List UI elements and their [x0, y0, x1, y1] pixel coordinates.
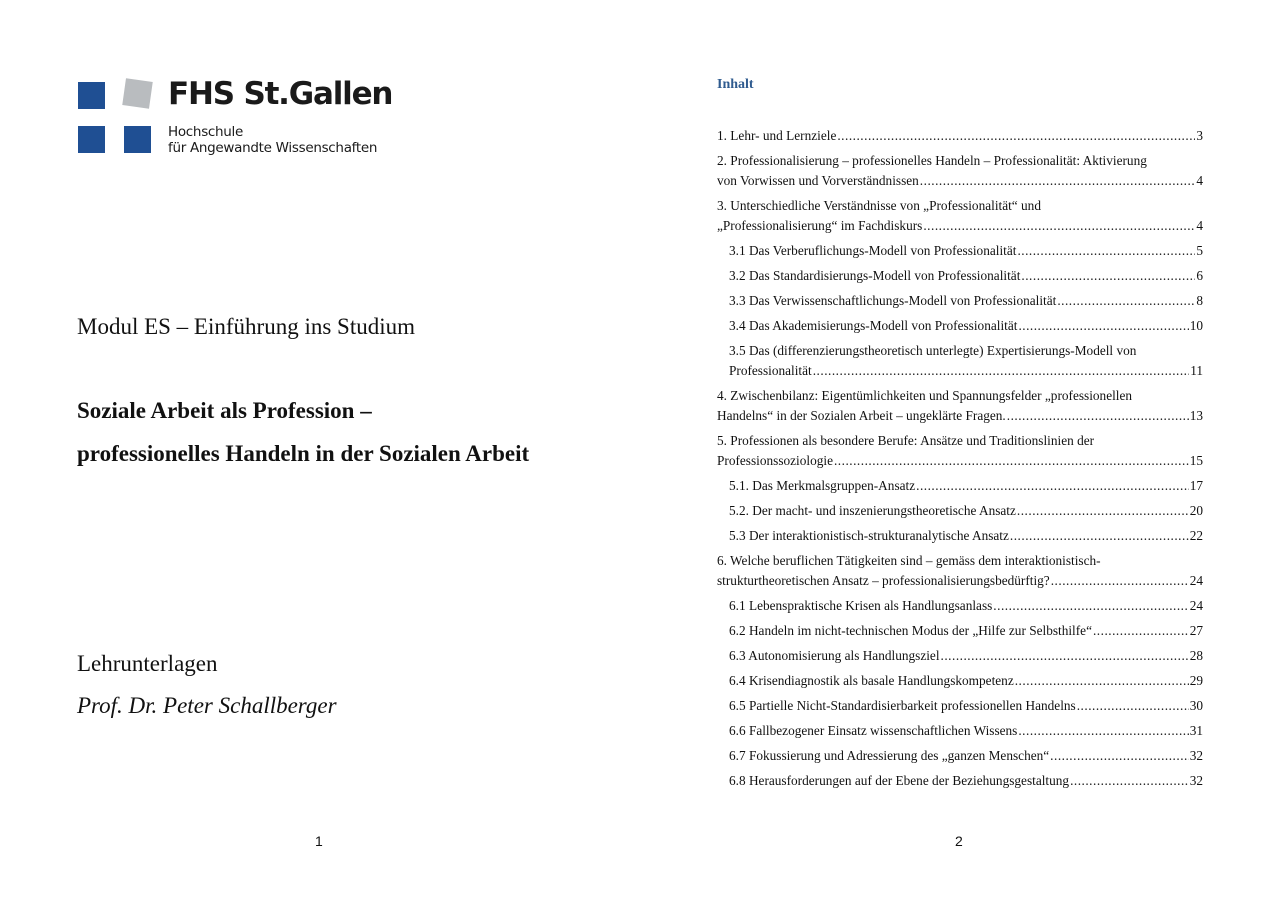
toc-entry-text: 6.4 Krisendiagnostik als basale Handlungskompetenz: [729, 673, 1014, 688]
toc-entry-text: 6.2 Handeln im nicht-technischen Modus der „Hilfe zur Selbsthilfe“: [729, 623, 1092, 638]
toc-entry-text: 5.3 Der interaktionistisch-strukturanalytische Ansatz: [729, 528, 1009, 543]
toc-entry-text: 2. Professionalisierung – professionelles Handeln – Professionalität: Aktivierung: [717, 153, 1147, 168]
toc-entry[interactable]: [717, 771, 1203, 791]
toc-entry-text: 6. Welche beruflichen Tätigkeiten sind – gemäss dem interaktionistisch-: [717, 553, 1101, 568]
fhs-logo: [78, 78, 398, 158]
logo-subtitle-line2: für Angewandte Wissenschaften: [168, 140, 378, 156]
toc-leader-dots: [813, 361, 1189, 381]
toc-entry-text: 5. Professionen als besondere Berufe: Ansätze und Traditionslinien der: [717, 433, 1095, 448]
toc-entry[interactable]: [717, 501, 1203, 521]
toc-page-number: 28: [1189, 648, 1203, 663]
toc-leader-dots: [834, 451, 1189, 471]
logo-square-icon: [78, 82, 105, 109]
document-title-line1: Soziale Arbeit als Profession –: [77, 398, 372, 423]
toc-entry[interactable]: [717, 266, 1203, 286]
toc-page-number: 4: [1196, 218, 1203, 233]
toc-leader-dots: [993, 596, 1188, 616]
toc-entry[interactable]: [717, 746, 1203, 766]
toc-entry-text: 3.1 Das Verberuflichungs-Modell von Professionalität: [729, 243, 1017, 258]
toc-entry[interactable]: [717, 291, 1203, 311]
toc-page-number: 32: [1189, 773, 1203, 788]
toc-entry-text: 3.5 Das (differenzierungstheoretisch unterlegte) Expertisierungs-Modell von: [729, 343, 1137, 358]
toc-entry-text: 4. Zwischenbilanz: Eigentümlichkeiten und Spannungsfelder „professionellen: [717, 388, 1133, 403]
logo-wordmark: FHS St.Gallen: [168, 76, 393, 112]
toc-entry-text: 1. Lehr- und Lernziele: [717, 128, 837, 143]
toc-leader-dots: [923, 216, 1195, 236]
logo-subtitle-line1: Hochschule: [168, 124, 244, 140]
toc-page-number: 5: [1196, 243, 1203, 258]
module-title: Modul ES – Einführung ins Studium: [77, 314, 415, 339]
toc-entry[interactable]: [717, 671, 1203, 691]
toc-entry[interactable]: [717, 316, 1203, 336]
toc-leader-dots: [916, 476, 1189, 496]
toc-leader-dots: [1018, 316, 1188, 336]
toc-page-number: 3: [1196, 128, 1203, 143]
toc-leader-dots: [1010, 526, 1189, 546]
page-number: 2: [955, 833, 963, 849]
toc-page-number: 27: [1189, 623, 1203, 638]
toc-entry-text: Handelns“ in der Sozialen Arbeit – ungeklärte Fragen.: [717, 408, 1006, 423]
toc-page-number: 15: [1189, 453, 1203, 468]
toc-page-number: 6: [1196, 268, 1203, 283]
toc-entry[interactable]: [717, 196, 1203, 236]
toc-leader-dots: [1018, 721, 1188, 741]
toc-entry-text: 3. Unterschiedliche Verständnisse von „Professionalität“ und: [717, 198, 1041, 213]
toc-entry-text: Professionssoziologie: [717, 453, 833, 468]
toc-entry-text: 6.5 Partielle Nicht-Standardisierbarkeit professionellen Handelns: [729, 698, 1076, 713]
toc-entry-text: 6.6 Fallbezogener Einsatz wissenschaftlichen Wissens: [729, 723, 1018, 738]
toc-entry-text: strukturtheoretischen Ansatz – professionalisierungsbedürftig?: [717, 573, 1050, 588]
toc-leader-dots: [1077, 696, 1189, 716]
toc-leader-dots: [1057, 291, 1195, 311]
toc-leader-dots: [1007, 406, 1189, 426]
toc-entry-text: von Vorwissen und Vorverständnissen: [717, 173, 919, 188]
material-type: Lehrunterlagen: [77, 651, 218, 676]
logo-square-icon: [122, 78, 152, 108]
toc-leader-dots: [920, 171, 1196, 191]
toc-entry-text: 3.4 Das Akademisierungs-Modell von Professionalität: [729, 318, 1018, 333]
toc-entry-text: Professionalität: [729, 363, 812, 378]
toc-entry[interactable]: [717, 476, 1203, 496]
toc-leader-dots: [941, 646, 1189, 666]
toc-leader-dots: [1015, 671, 1189, 691]
page-number: 1: [315, 833, 323, 849]
toc-entry[interactable]: [717, 386, 1203, 426]
toc-entry-text: 5.1. Das Merkmalsgruppen-Ansatz: [729, 478, 916, 493]
toc-page-number: 4: [1196, 173, 1203, 188]
toc-page-number: 30: [1189, 698, 1203, 713]
toc-entry[interactable]: [717, 126, 1203, 146]
toc-page-number: 22: [1189, 528, 1203, 543]
toc-leader-dots: [1093, 621, 1189, 641]
toc-entry-text: 6.1 Lebenspraktische Krisen als Handlungsanlass: [729, 598, 993, 613]
toc-page-number: 17: [1189, 478, 1203, 493]
toc-entry-text: 6.8 Herausforderungen auf der Ebene der Beziehungsgestaltung: [729, 773, 1070, 788]
toc-leader-dots: [1017, 241, 1195, 261]
toc-page-number: 29: [1189, 673, 1203, 688]
toc-entry[interactable]: [717, 696, 1203, 716]
toc-heading: Inhalt: [717, 77, 754, 92]
toc-leader-dots: [1021, 266, 1195, 286]
toc-leader-dots: [837, 126, 1195, 146]
toc-entry-text: 6.3 Autonomisierung als Handlungsziel: [729, 648, 940, 663]
toc-page-number: 32: [1189, 748, 1203, 763]
toc-entry[interactable]: [717, 551, 1203, 591]
toc-entry[interactable]: [717, 721, 1203, 741]
toc-leader-dots: [1017, 501, 1189, 521]
toc-entry[interactable]: [717, 151, 1203, 191]
toc-page-number: 8: [1196, 293, 1203, 308]
toc-page-number: 20: [1189, 503, 1203, 518]
logo-square-icon: [78, 126, 105, 153]
toc-page-number: 11: [1190, 363, 1203, 378]
toc-entry[interactable]: [717, 621, 1203, 641]
toc-entry-text: 6.7 Fokussierung und Adressierung des „ganzen Menschen“: [729, 748, 1050, 763]
toc-entry[interactable]: [717, 241, 1203, 261]
table-of-contents: [717, 126, 1203, 796]
toc-page-number: 10: [1189, 318, 1203, 333]
toc-page-number: 24: [1189, 573, 1203, 588]
toc-entry[interactable]: [717, 526, 1203, 546]
toc-entry-text: 5.2. Der macht- und inszenierungstheoretische Ansatz: [729, 503, 1016, 518]
document-title-line2: professionelles Handeln in der Sozialen Arbeit: [77, 441, 530, 466]
toc-entry[interactable]: [717, 431, 1203, 471]
toc-entry-text: 3.3 Das Verwissenschaftlichungs-Modell von Professionalität: [729, 293, 1057, 308]
toc-page-number: 24: [1189, 598, 1203, 613]
toc-entry[interactable]: [717, 596, 1203, 616]
author: Prof. Dr. Peter Schallberger: [77, 693, 337, 718]
toc-leader-dots: [1050, 746, 1189, 766]
toc-leader-dots: [1051, 571, 1189, 591]
toc-page-number: 13: [1189, 408, 1203, 423]
toc-page-number: 31: [1189, 723, 1203, 738]
toc-entry-text: „Professionalisierung“ im Fachdiskurs: [717, 218, 923, 233]
toc-entry[interactable]: [717, 646, 1203, 666]
toc-entry[interactable]: [717, 341, 1203, 381]
toc-entry-text: 3.2 Das Standardisierungs-Modell von Professionalität: [729, 268, 1021, 283]
toc-leader-dots: [1070, 771, 1189, 791]
logo-square-icon: [124, 126, 151, 153]
